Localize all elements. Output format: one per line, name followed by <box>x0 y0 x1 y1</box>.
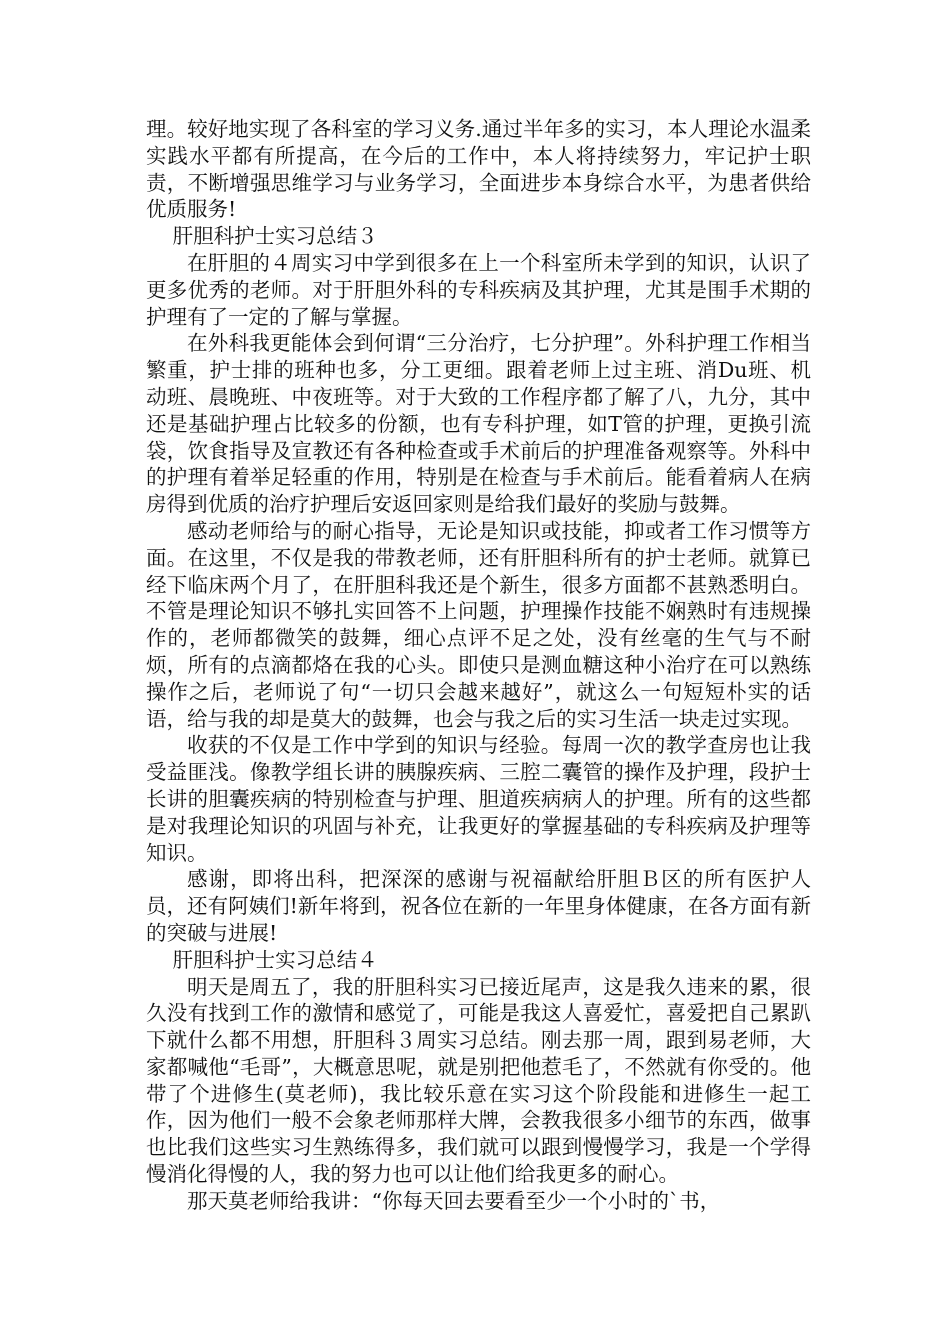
paragraph: 感谢，即将出科，把深深的感谢与祝福献给肝胆Ｂ区的所有医护人员，还有阿姨们!新年将到，祝各位在新的一年里身体健康，在各方面有新的突破与进展! <box>146 867 811 945</box>
section-heading: 肝胆科护士实习总结３ <box>172 224 378 249</box>
paragraph: 收获的不仅是工作中学到的知识与经验。每周一次的教学查房也让我受益匪浅。像教学组长讲的胰腺疾病、三腔二囊管的操作及护理，段护士长讲的胆囊疾病的特别检查与护理、胆道疾病病人的护理。所有的这些都是对我理论知识的巩固与补充，让我更好的掌握基础的专科疾病及护理等知识。 <box>146 733 811 865</box>
paragraph: 在外科我更能体会到何谓“三分治疗，七分护理”。外科护理工作相当繁重，护士排的班种也多，分工更细。跟着老师上过主班、消Du班、机动班、晨晚班、中夜班等。对于大致的工作程序都了解了八，九分，其中还是基础护理占比较多的份额，也有专科护理，如T管的护理，更换引流袋，饮食指导及宣教还有各种检查或手术前后的护理准备观察等。外科中的护理有着举足轻重的作用，特别是在检查与手术前后。能看着病人在病房得到优质的治疗护理后安返回家则是给我们最好的奖励与鼓舞。 <box>146 331 811 517</box>
paragraph: 感动老师给与的耐心指导，无论是知识或技能，抑或者工作习惯等方面。在这里，不仅是我的带教老师，还有肝胆科所有的护士老师。就算已经下临床两个月了，在肝胆科我还是个新生，很多方面都不甚熟悉明白。不管是理论知识不够扎实回答不上问题，护理操作技能不娴熟时有违规操作的，老师都微笑的鼓舞，细心点评不足之处，没有丝毫的生气与不耐烦，所有的点滴都烙在我的心头。即使只是测血糖这种小治疗在可以熟练操作之后，老师说了句“一切只会越来越好”，就这么一句短短朴实的话语，给与我的却是莫大的鼓舞，也会与我之后的实习生活一块走过实现。 <box>146 518 811 731</box>
document-page <box>146 116 811 1215</box>
paragraph-continued: 理。较好地实现了各科室的学习义务.通过半年多的实习，本人理论水温柔实践水平都有所提高，在今后的工作中，本人将持续努力，牢记护士职责，不断增强思维学习与业务学习，全面进步本身综合水平，为患者供给优质服务! <box>146 117 811 222</box>
paragraph: 那天莫老师给我讲：“你每天回去要看至少一个小时的`书， <box>187 1188 721 1213</box>
section-heading: 肝胆科护士实习总结４ <box>172 947 378 972</box>
paragraph: 在肝胆的４周实习中学到很多在上一个科室所未学到的知识，认识了更多优秀的老师。对于肝胆外科的专科疾病及其护理，尤其是围手术期的护理有了一定的了解与掌握。 <box>146 250 811 329</box>
paragraph: 明天是周五了，我的肝胆科实习已接近尾声，这是我久违来的累，很久没有找到工作的激情和感觉了，可能是我这人喜爱忙，喜爱把自己累趴下就什么都不用想，肝胆科３周实习总结。刚去那一周，跟到易老师，大家都喊他“毛哥”，大概意思呢，就是别把他惹毛了，不然就有你受的。他带了个进修生(莫老师)，我比较乐意在实习这个阶段能和进修生一起工作，因为他们一般不会象老师那样大牌，会教我很多小细节的东西，做事也比我们这些实习生熟练得多，我们就可以跟到慢慢学习，我是一个学得慢消化得慢的人，我的努力也可以让他们给我更多的耐心。 <box>146 974 811 1187</box>
